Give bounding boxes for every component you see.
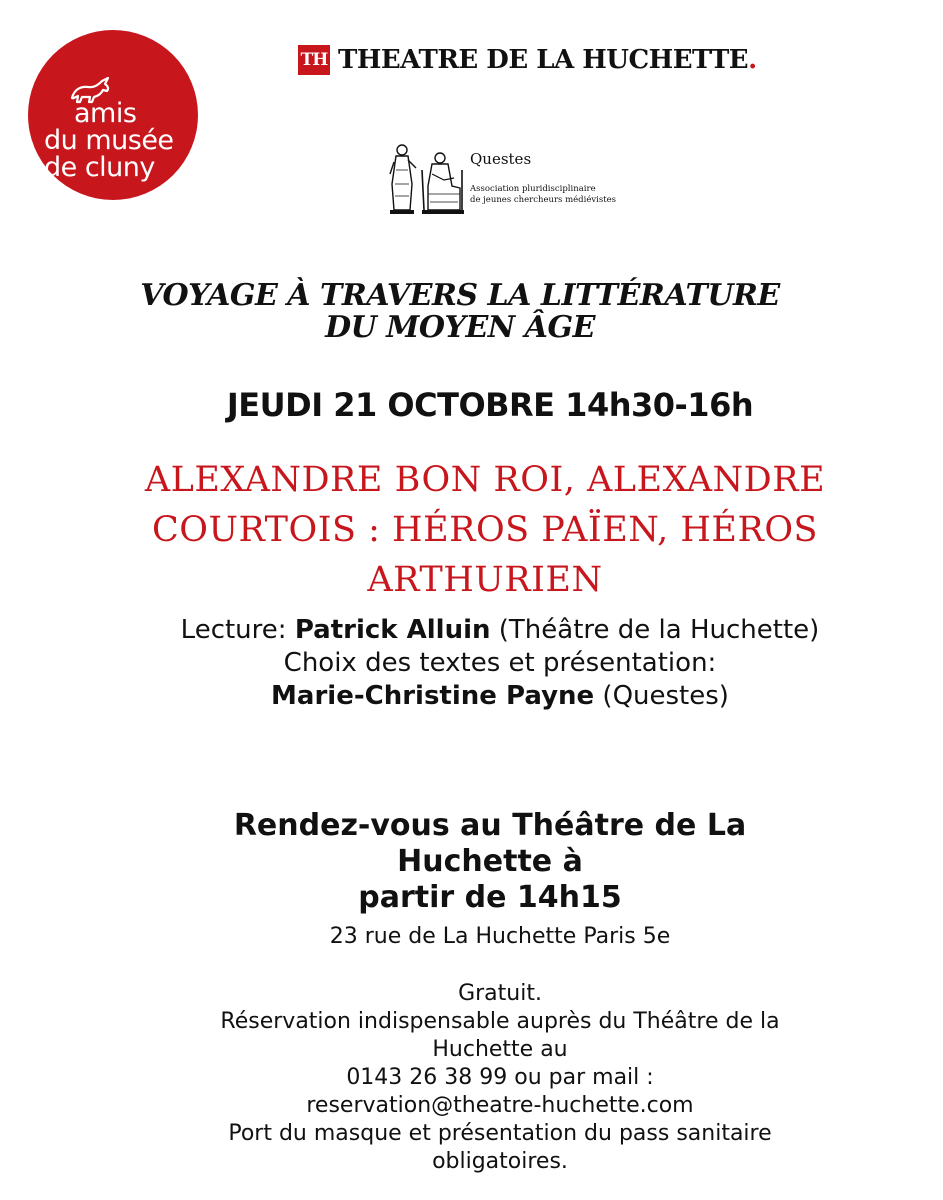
info-mask: Port du masque et présentation du pass sanitaire	[228, 1121, 772, 1146]
rendezvous-heading: Rendez-vous au Théâtre de La Huchette à partir de 14h15	[233, 808, 747, 915]
event-info	[100, 980, 900, 1176]
huchette-name: THEATRE DE LA HUCHETTE.	[338, 45, 757, 75]
event-address: 23 rue de La Huchette Paris 5e	[329, 924, 671, 949]
questes-name: Questes	[470, 150, 532, 168]
event-title: VOYAGE À TRAVERS LA LITTÉRATURE DU MOYEN ÂGE	[140, 278, 780, 345]
cluny-logo-line-2: du musée	[44, 125, 174, 156]
medieval-figures-icon	[388, 140, 468, 216]
huchette-logo	[298, 42, 757, 78]
reading-credit: Lecture: Patrick Alluin (Théâtre de la Huchette)	[180, 615, 820, 645]
cluny-logo-line-1: amis	[74, 98, 137, 129]
huchette-th-mark: TH	[298, 45, 330, 75]
presenter-credit: Marie-Christine Payne (Questes)	[271, 681, 729, 711]
questes-subtitle: Association pluridisciplinaire de jeunes chercheurs médiévistes	[470, 184, 617, 205]
questes-logo	[388, 140, 618, 220]
presenter-name: Marie-Christine Payne	[271, 681, 595, 711]
info-reservation-cont: Huchette au	[432, 1037, 568, 1062]
info-mask-cont: obligatoires.	[432, 1149, 568, 1174]
info-reservation: Réservation indispensable auprès du Théâtre de la	[220, 1009, 780, 1034]
event-subtitle: ALEXANDRE BON ROI, ALEXANDRE COURTOIS : HÉROS PAÏEN, HÉROS ARTHURIEN	[144, 460, 826, 600]
event-date: JEUDI 21 OCTOBRE 14h30-16h	[226, 386, 754, 424]
cluny-logo-line-3: de cluny	[44, 152, 155, 183]
event-credits	[140, 614, 860, 713]
info-email[interactable]: reservation@theatre-huchette.com	[306, 1093, 694, 1118]
selection-label: Choix des textes et présentation:	[283, 648, 717, 678]
info-phone: 0143 26 38 99 ou par mail :	[346, 1065, 654, 1090]
cluny-logo	[28, 30, 198, 200]
info-free: Gratuit.	[458, 981, 542, 1006]
reader-name: Patrick Alluin	[294, 615, 491, 645]
